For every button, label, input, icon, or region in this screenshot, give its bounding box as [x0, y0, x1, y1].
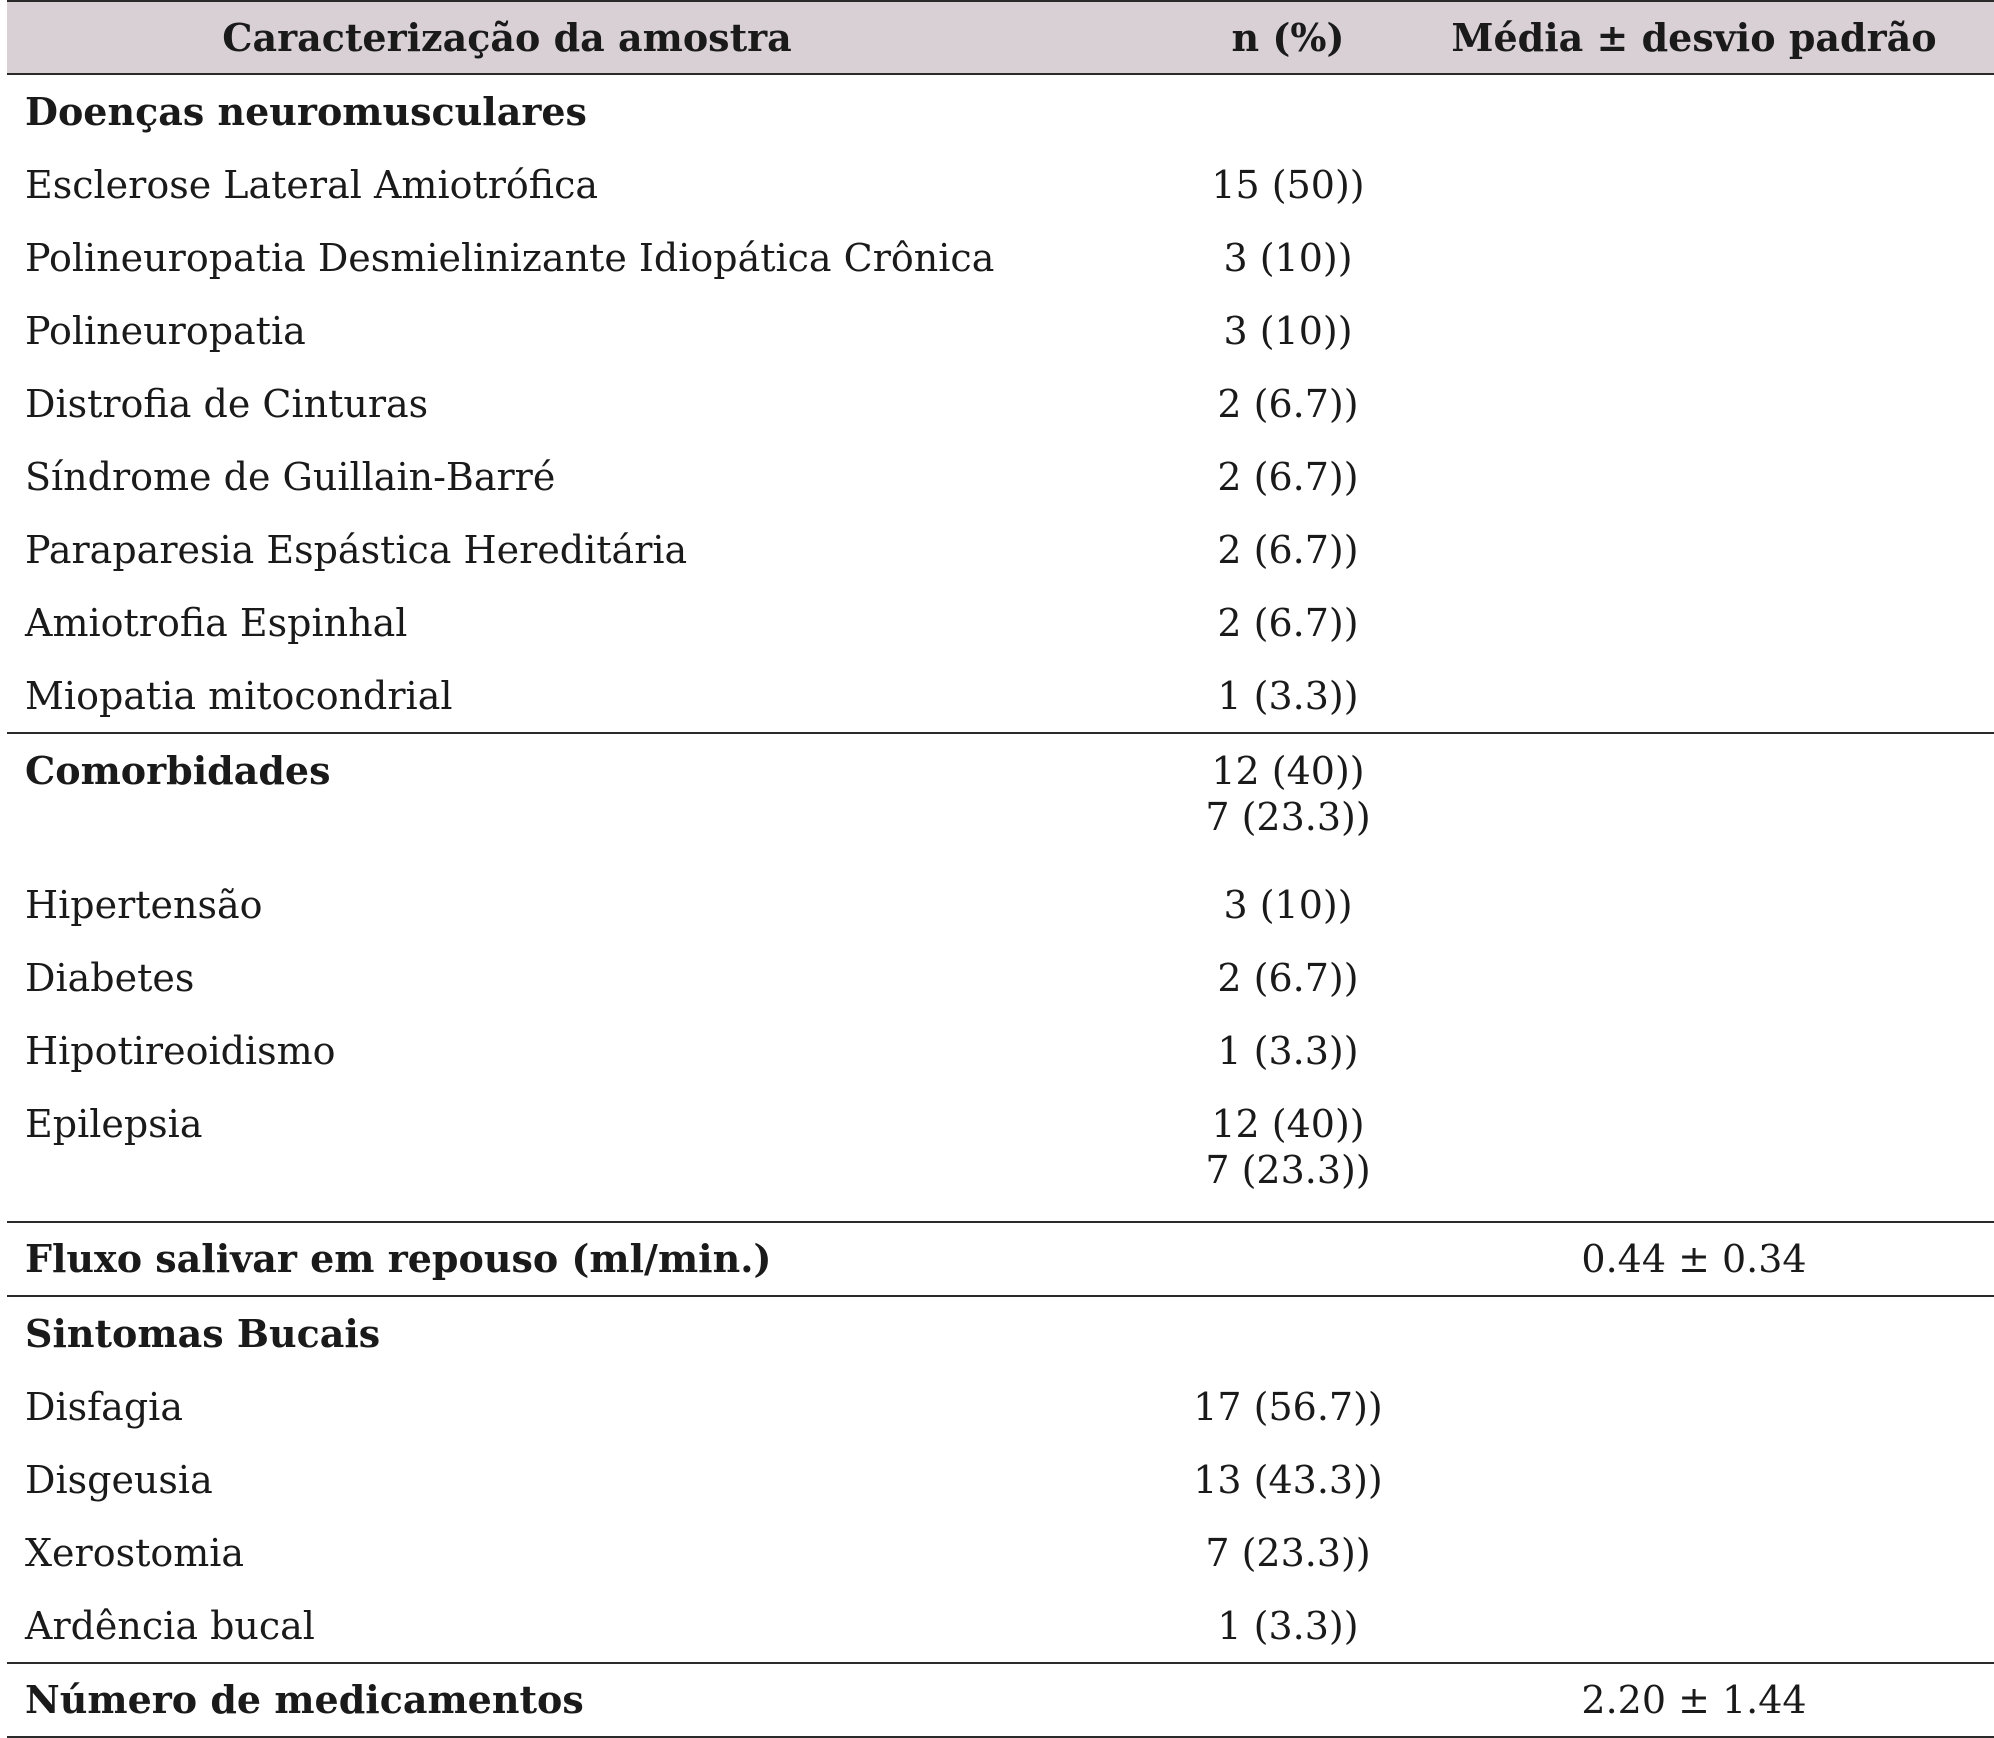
row-label: Diabetes [25, 955, 195, 1000]
table-row [7, 868, 1994, 941]
row-label: Epilepsia [7, 1087, 1182, 1222]
table-row [7, 659, 1994, 733]
row-n: 2 (6.7)) [1217, 527, 1359, 572]
row-n [1182, 1087, 1394, 1222]
row-label: Esclerose Lateral Amiotrófica [25, 162, 599, 207]
row-n: 2 (6.7)) [1217, 955, 1359, 1000]
table-row [7, 1589, 1994, 1663]
section-oral-symptoms-title: Sintomas Bucais [25, 1310, 381, 1356]
row-n: 3 (10)) [1223, 882, 1353, 927]
section-neuromuscular-title: Doenças neuromusculares [25, 88, 587, 134]
sample-characterization-table [7, 0, 1994, 1738]
row-n: 2 (6.7)) [1217, 600, 1359, 645]
section-title-row [7, 733, 1994, 868]
row-n: 3 (10)) [1223, 308, 1353, 353]
row-n: 1 (3.3)) [1182, 1589, 1394, 1663]
table-row [7, 1516, 1994, 1589]
row-label: Ardência bucal [7, 1589, 1182, 1663]
table-row [7, 1370, 1994, 1443]
row-n: 2 (6.7)) [1217, 454, 1359, 499]
section-title-row [7, 74, 1994, 148]
row-n-line: 7 (23.3)) [1205, 1148, 1371, 1192]
table-row [7, 513, 1994, 586]
row-n: 13 (43.3)) [1193, 1457, 1383, 1502]
row-n: 3 (10)) [1223, 235, 1353, 280]
row-label: Polineuropatia [25, 308, 306, 353]
header-mean-sd: Média ± desvio padrão [1394, 1, 1994, 74]
table-row [7, 941, 1994, 1014]
table-row [7, 367, 1994, 440]
row-label: Hipotireoidismo [25, 1028, 336, 1073]
header-row [7, 1, 1994, 74]
row-n: 2 (6.7)) [1217, 381, 1359, 426]
table-row [7, 440, 1994, 513]
table-row [7, 294, 1994, 367]
row-label: Síndrome de Guillain-Barré [25, 454, 556, 499]
saliva-flow-stat: 0.44 ± 0.34 [1394, 1222, 1994, 1296]
table-row [7, 1222, 1994, 1296]
table-row [7, 1087, 1994, 1222]
section-title-row [7, 1296, 1994, 1370]
row-label: Paraparesia Espástica Hereditária [25, 527, 688, 572]
table-row [7, 586, 1994, 659]
table-row [7, 1663, 1994, 1737]
table-row [7, 1014, 1994, 1087]
table-row [7, 148, 1994, 221]
medications-stat: 2.20 ± 1.44 [1394, 1663, 1994, 1737]
row-label: Miopatia mitocondrial [7, 659, 1182, 733]
row-n [1182, 733, 1394, 868]
medications-label: Número de medicamentos [7, 1663, 1182, 1737]
row-n: 15 (50)) [1211, 162, 1365, 207]
header-characterization: Caracterização da amostra [7, 1, 1182, 74]
row-n: 1 (3.3)) [1217, 1028, 1359, 1073]
section-comorbidities-title: Comorbidades [25, 748, 331, 793]
row-label: Amiotrofia Espinhal [25, 600, 408, 645]
row-n-line: 12 (40)) [1211, 1102, 1365, 1146]
row-n-line: 12 (40)) [1211, 749, 1365, 793]
header-n-percent: n (%) [1182, 1, 1394, 74]
row-n: 1 (3.3)) [1182, 659, 1394, 733]
row-label: Distrofia de Cinturas [25, 381, 429, 426]
saliva-flow-label: Fluxo salivar em repouso (ml/min.) [7, 1222, 1182, 1296]
row-label: Xerostomia [25, 1530, 245, 1575]
table-row [7, 1443, 1994, 1516]
row-label: Disfagia [25, 1384, 183, 1429]
row-label: Disgeusia [25, 1457, 213, 1502]
row-n-line: 7 (23.3)) [1205, 795, 1371, 839]
row-label: Hipertensão [25, 882, 263, 927]
row-n: 17 (56.7)) [1193, 1384, 1383, 1429]
table-row [7, 221, 1994, 294]
row-label: Polineuropatia Desmielinizante Idiopática Crônica [25, 235, 995, 280]
row-n: 7 (23.3)) [1205, 1530, 1371, 1575]
